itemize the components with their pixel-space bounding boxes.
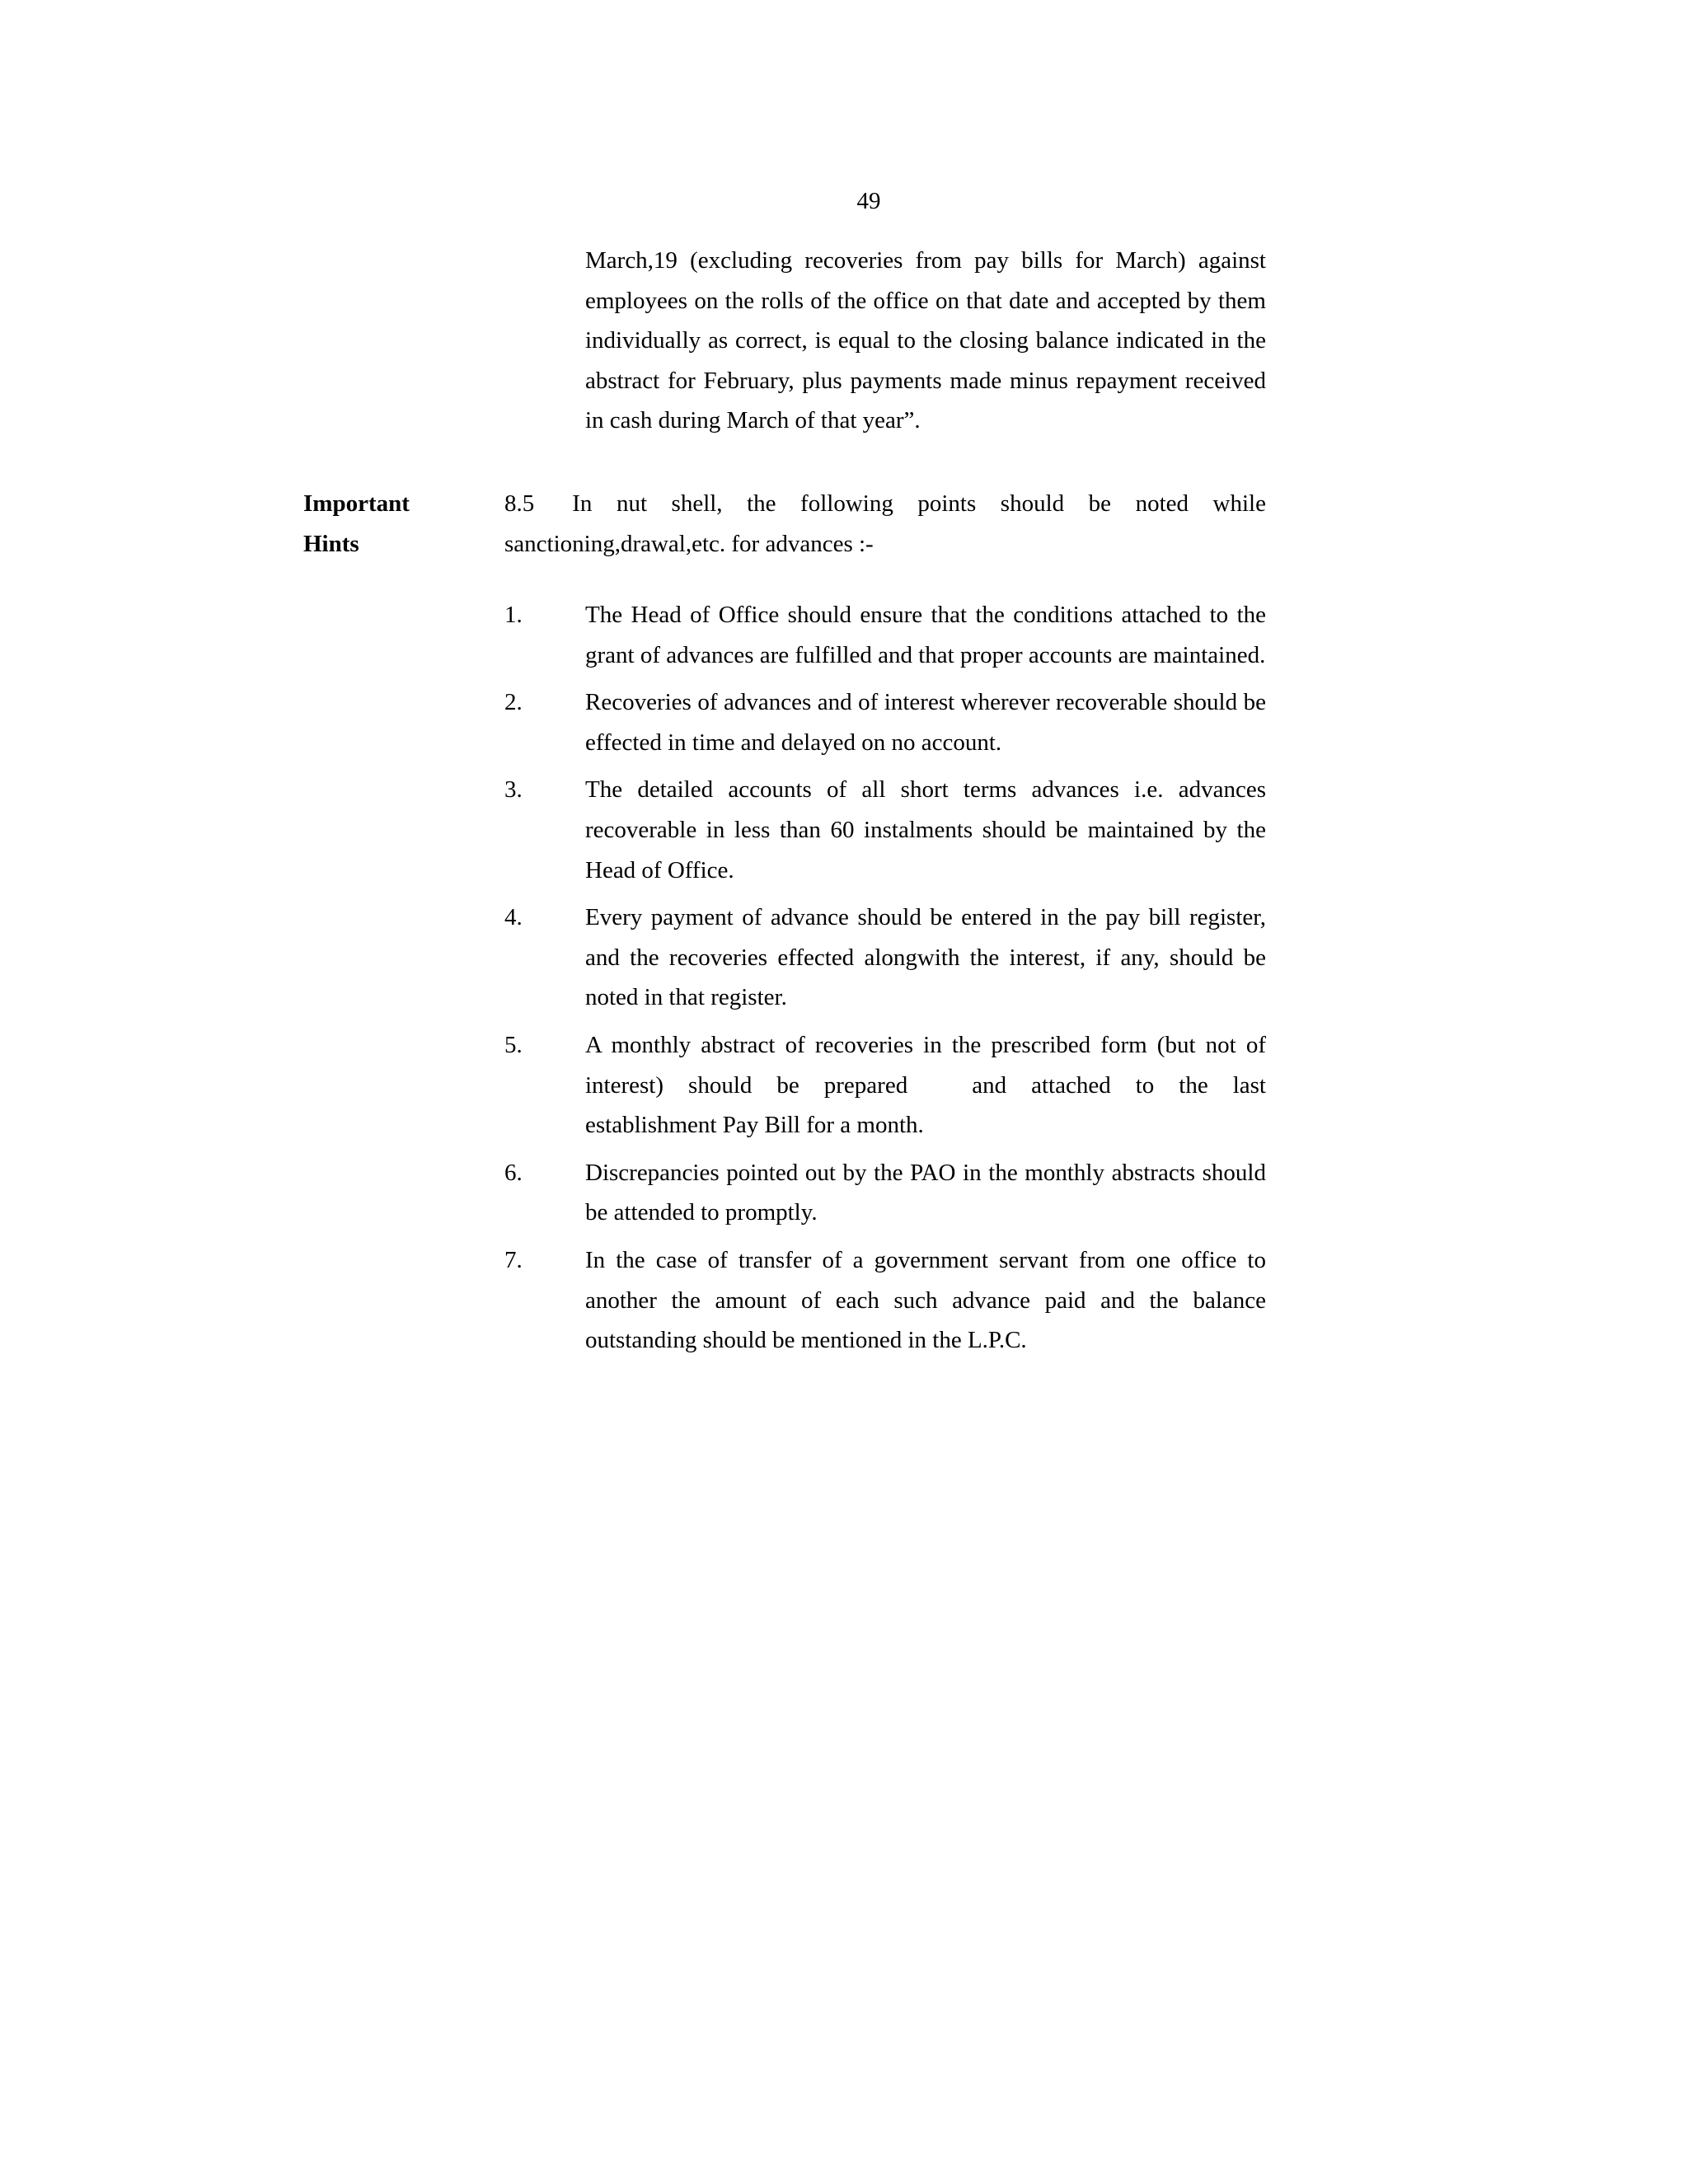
list-item-text-part-1: A monthly abstract of recoveries in the prescribed form (but not of interest) should be prepared <box>585 1031 1266 1099</box>
list-item-number: 6. <box>504 1159 523 1186</box>
side-heading <box>303 484 468 564</box>
list-item-text: The detailed accounts of all short terms advances i.e. advances recoverable in less than 60 instalments should be maintained by the Head of Office. <box>585 776 1266 883</box>
points-list <box>504 595 1266 1368</box>
list-item-text: Every payment of advance should be entered in the pay bill register, and the recoveries effected alongwith the interest, if any, should be noted in that register. <box>585 904 1266 1011</box>
list-item-text: The Head of Office should ensure that the conditions attached to the grant of advances are fulfilled and that proper accounts are maintained. <box>585 602 1266 668</box>
side-heading-line-1: Important <box>303 490 410 517</box>
list-item-text-part-2: and attached to the last establishment Pay Bill for a month. <box>585 1071 1266 1139</box>
list-item-number: 7. <box>504 1246 523 1273</box>
list-item <box>504 682 1266 762</box>
list-item <box>504 770 1266 890</box>
list-item-number: 3. <box>504 776 523 804</box>
list-item <box>504 1025 1266 1146</box>
list-item-text: Discrepancies pointed out by the PAO in the monthly abstracts should be attended to promptly. <box>585 1159 1266 1226</box>
list-item <box>504 898 1266 1018</box>
section-paragraph <box>504 484 1266 564</box>
side-heading-line-2: Hints <box>303 530 359 557</box>
list-item-text: Recoveries of advances and of interest wherever recoverable should be effected in time and delayed on no account. <box>585 689 1266 756</box>
continued-paragraph: March,19 (excluding recoveries from pay bills for March) against employees on the rolls of the office on that date and accepted by them individually as correct, is equal to the closing balance indicated in the abstract for February, plus payments made minus repayment received in cash during March of that year”. <box>585 247 1266 434</box>
list-item-number: 1. <box>504 602 523 628</box>
list-item-number: 5. <box>504 1031 523 1058</box>
list-item-text: In the case of transfer of a government servant from one office to another the amount of each such advance paid and the balance outstanding should be mentioned in the L.P.C. <box>585 1246 1266 1354</box>
section-number: 8.5 <box>504 490 535 517</box>
page-number: 49 <box>856 188 881 214</box>
list-item-number: 2. <box>504 689 523 716</box>
section-intro-text: In nut shell, the following points should be noted while sanctioning,drawal,etc. for advances :- <box>504 490 1266 557</box>
list-item <box>504 1153 1266 1233</box>
list-item <box>504 1240 1266 1361</box>
list-item-number: 4. <box>504 904 523 931</box>
list-item <box>504 595 1266 675</box>
